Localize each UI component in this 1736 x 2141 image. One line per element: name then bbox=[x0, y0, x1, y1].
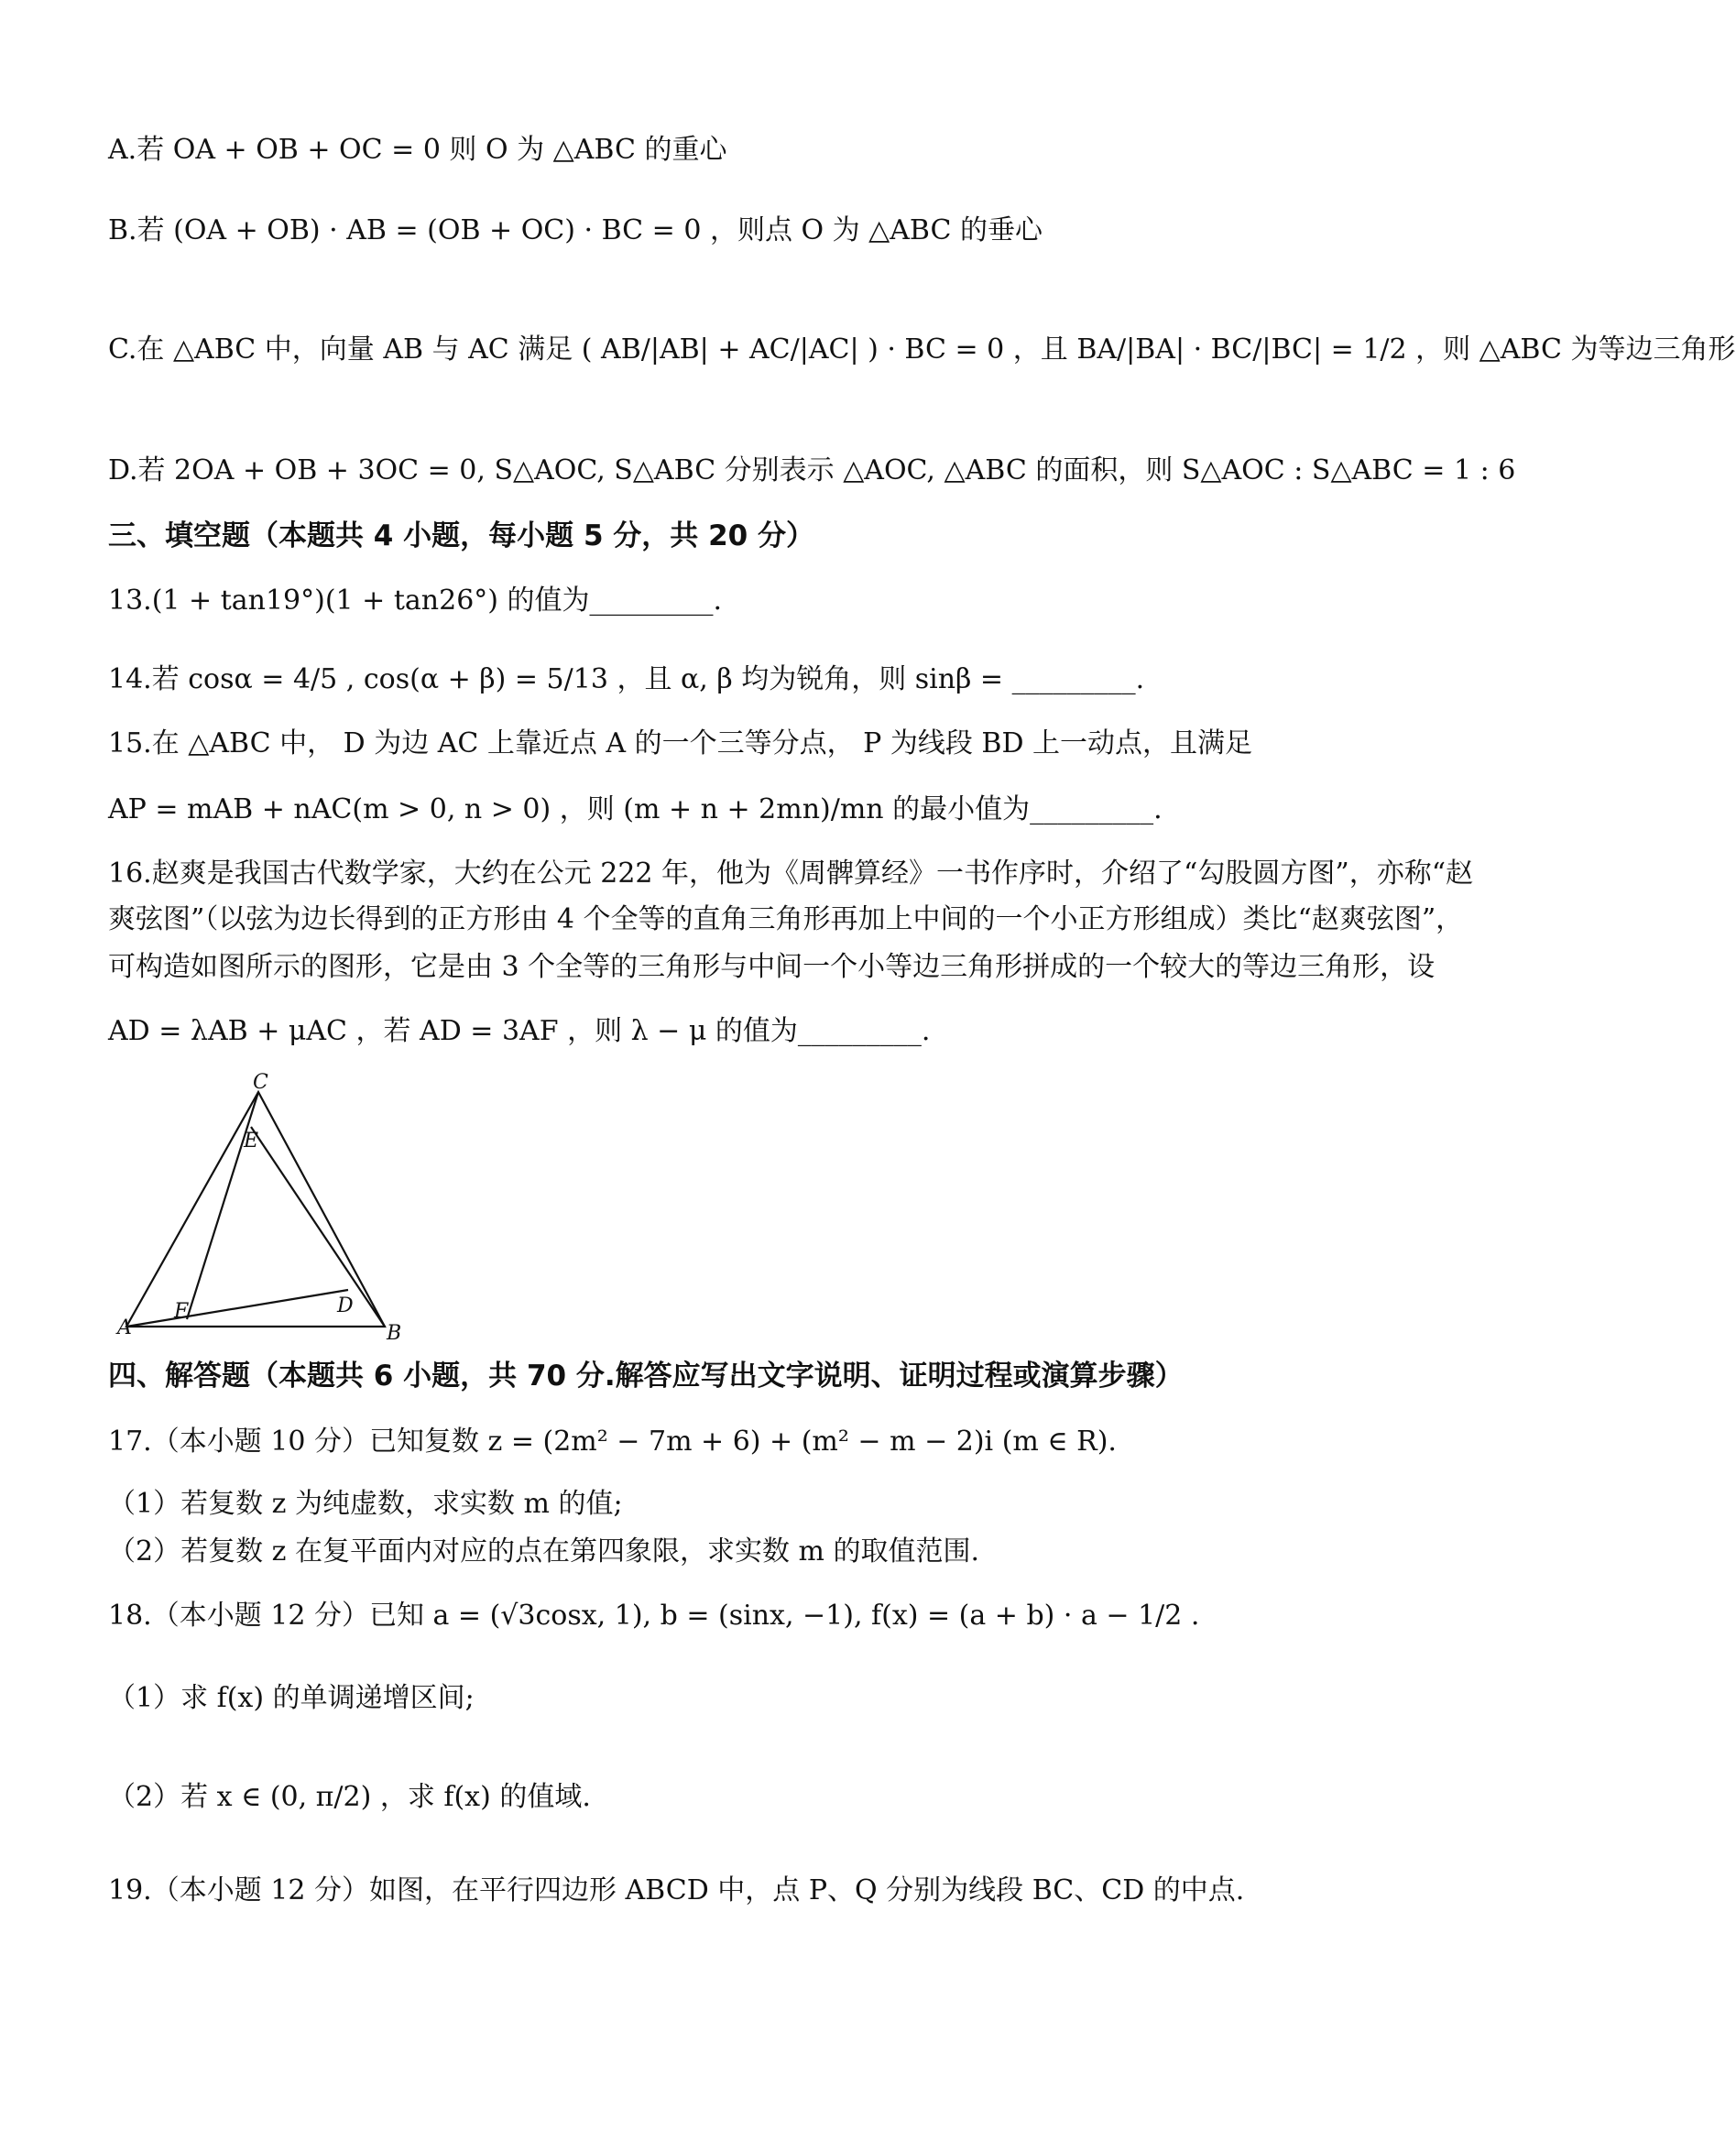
question-16-line1: 16.赵爽是我国古代数学家，大约在公元 222 年，他为《周髀算经》一书作序时，介绍了“勾股圆方图”，亦称“赵 bbox=[108, 857, 1474, 890]
section3-heading: 三、填空题（本题共 4 小题，每小题 5 分，共 20 分） bbox=[108, 519, 815, 552]
question-15-line1: 15.在 △ABC 中， D 为边 AC 上靠近点 A 的一个三等分点， P 为线段 BD 上一动点，且满足 bbox=[108, 727, 1253, 759]
label-c: C bbox=[253, 1071, 268, 1094]
option-a: A.若 OA + OB + OC = 0 则 O 为 △ABC 的重心 bbox=[108, 134, 727, 166]
question-16-line4: AD = λAB + μAC ，若 AD = 3AF ，则 λ − μ 的值为_________. bbox=[108, 1015, 931, 1047]
triangle-figure bbox=[108, 1072, 420, 1347]
question-15-line2: AP = mAB + nAC(m > 0, n > 0) ，则 (m + n + 2mn)/mn 的最小值为_________. bbox=[108, 793, 1163, 825]
question-18: 18.（本小题 12 分）已知 a = (√3cosx, 1), b = (sinx, −1), f(x) = (a + b) · a − 1/2 . bbox=[108, 1600, 1200, 1632]
section4-heading: 四、解答题（本题共 6 小题，共 70 分.解答应写出文字说明、证明过程或演算步骤） bbox=[108, 1360, 1184, 1393]
question-18-part1: （1）求 f(x) 的单调递增区间; bbox=[108, 1682, 475, 1714]
outer-triangle bbox=[126, 1092, 385, 1327]
label-e: E bbox=[244, 1130, 259, 1152]
option-b: B.若 (OA + OB) · AB = (OB + OC) · BC = 0 ，则点 O 为 △ABC 的垂心 bbox=[108, 214, 1043, 246]
question-19: 19.（本小题 12 分）如图，在平行四边形 ABCD 中，点 P、Q 分别为线段 BC、CD 的中点. bbox=[108, 1874, 1245, 1906]
question-18-part2: （2）若 x ∈ (0, π/2) ，求 f(x) 的值域. bbox=[108, 1781, 591, 1813]
label-a: A bbox=[117, 1316, 132, 1339]
label-d: D bbox=[337, 1294, 354, 1317]
option-d: D.若 2OA + OB + 3OC = 0, S△AOC, S△ABC 分别表示 △AOC, △ABC 的面积，则 S△AOC : S△ABC = 1 : 6 bbox=[108, 454, 1516, 486]
question-17-part1: （1）若复数 z 为纯虚数，求实数 m 的值; bbox=[108, 1488, 623, 1520]
question-17-part2: （2）若复数 z 在复平面内对应的点在第四象限，求实数 m 的取值范围. bbox=[108, 1535, 980, 1568]
line-c-f bbox=[187, 1092, 258, 1319]
question-16-line2: 爽弦图”（以弦为边长得到的正方形由 4 个全等的直角三角形再加上中间的一个小正方形组成）类比“赵爽弦图”， bbox=[108, 903, 1464, 935]
line-b-e bbox=[251, 1127, 385, 1327]
question-14: 14.若 cosα = 4/5 , cos(α + β) = 5/13 ，且 α, β 均为锐角，则 sinβ = _________. bbox=[108, 663, 1145, 695]
question-17: 17.（本小题 10 分）已知复数 z = (2m² − 7m + 6) + (m² − m − 2)i (m ∈ R). bbox=[108, 1426, 1117, 1458]
label-f: F bbox=[174, 1300, 189, 1323]
question-13: 13.(1 + tan19°)(1 + tan26°) 的值为_________. bbox=[108, 584, 723, 617]
question-16-line3: 可构造如图所示的图形，它是由 3 个全等的三角形与中间一个小等边三角形拼成的一个较大的等边三角形，设 bbox=[108, 951, 1436, 983]
line-a-d bbox=[126, 1290, 348, 1327]
label-b: B bbox=[387, 1322, 402, 1345]
option-c: C.在 △ABC 中，向量 AB 与 AC 满足 ( AB/|AB| + AC/|AC| ) · BC = 0 ，且 BA/|BA| · BC/|BC| = 1/2 ，则 △ABC 为等边三角形 bbox=[108, 333, 1736, 366]
